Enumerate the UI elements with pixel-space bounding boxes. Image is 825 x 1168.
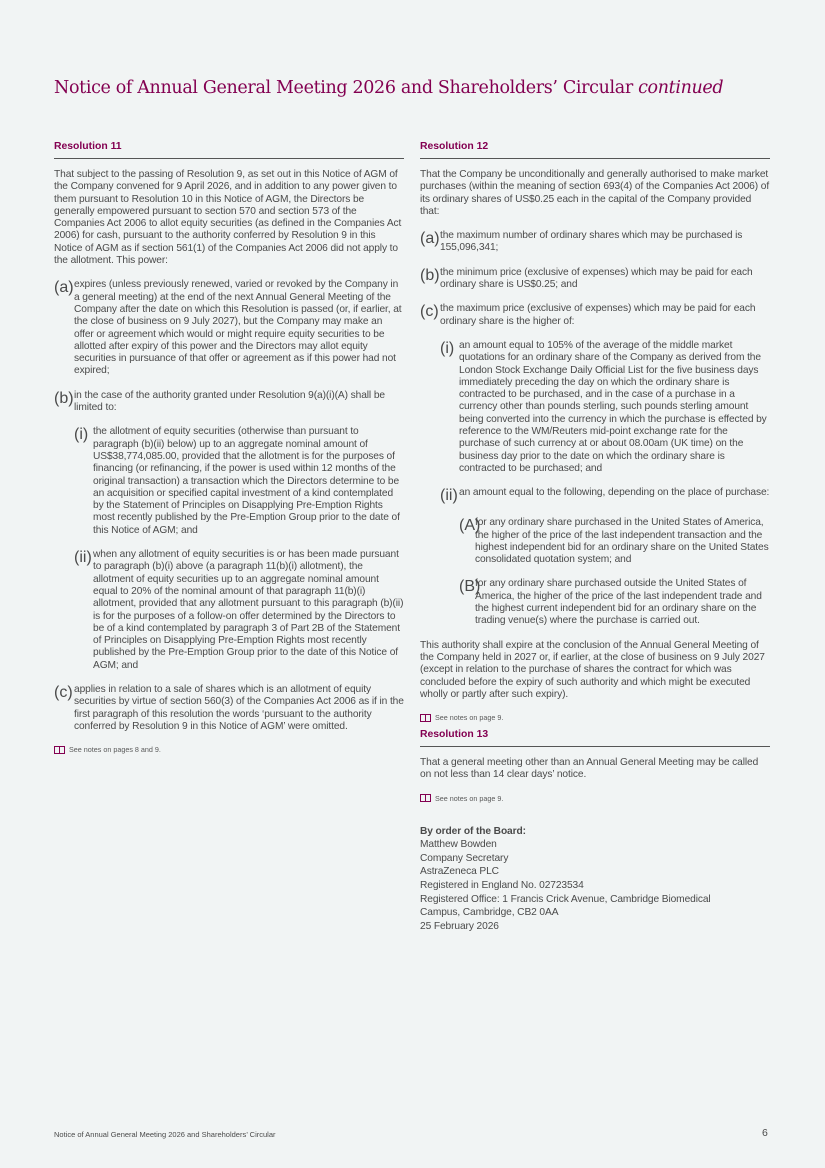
list-item: (c) applies in relation to a sale of shares which is an allotment of equity securities by virtue of section 560(3) of the Companies Act 2006 as if in the first paragraph of this resolution the words ‘pursuant to the authority conferred by Resolution 9 in this Notice of AGM’ were omitted. <box>54 683 404 732</box>
notes-reference: See notes on page 9. <box>420 713 770 722</box>
resolution-11-heading: Resolution 11 <box>54 141 404 159</box>
signoff-date: 25 February 2026 <box>420 920 499 932</box>
list-item: (i) the allotment of equity securities (otherwise than pursuant to paragraph (b)(ii) below) up to an aggregate nominal amount of US$38,774,085.00, provided that the allotment is for the purposes of financing (or refinancing, if the power is used within 12 months of the original transaction) a transaction which the Directors determine to be an acquisition or specified capital investment of a kind contemplated by the Statement of Principles on Disapplying Pre-Emption Rights most recently published by the Pre-Emption Group prior to the date of this Notice of AGM; and <box>74 426 400 536</box>
signoff-heading: By order of the Board: <box>420 825 526 837</box>
list-item: (b) in the case of the authority granted under Resolution 9(a)(i)(A) shall be limited to: <box>54 389 385 414</box>
resolution-11-intro: That subject to the passing of Resolution 9, as set out in this Notice of AGM of the Company convened for 9 April 2026, and in addition to any power given to them pursuant to Resolution 10 in this Notice of AGM, the Directors be generally empowered pursuant to section 570 and section 573 of the Companies Act 2006 to allot equity securities (as defined in the Companies Act 2006) for cash, pursuant to the authority conferred by Resolution 9 in this Notice of AGM as if section 561(1) of the Companies Act 2006 did not apply to the allotment. This power: <box>54 169 402 267</box>
notes-reference: See notes on page 9. <box>420 794 770 803</box>
list-item: (b) the minimum price (exclusive of expenses) which may be paid for each ordinary share is US$0.25; and <box>420 266 753 291</box>
signoff-registered: Registered in England No. 02723534 <box>420 880 584 892</box>
list-item: (ii) an amount equal to the following, depending on the place of purchase: <box>440 487 770 505</box>
list-item: (ii) when any allotment of equity securities is or has been made pursuant to paragraph (b)(i) above (a paragraph 11(b)(i) allotment), the allotment of equity securities up to an aggregate nominal amount equal to 20% of the nominal amount of that paragraph 11(b)(i) allotment, provided that any allotment pursuant to this paragraph (b)(ii) is for the purposes of a follow-on offer determined by the Directors to be of a kind contemplated by paragraph 3 of Part 2B of the Statement of Principles on Disapplying Pre-Emption Rights most recently published by the Pre-Emption Group prior to the date of this Notice of AGM; and <box>74 549 404 671</box>
resolution-12-intro: That the Company be unconditionally and generally authorised to make market purchases (within the meaning of section 693(4) of the Companies Act 2006) of its ordinary shares of US$0.25 each in the capital of the Company provided that: <box>420 169 770 217</box>
resolution-13-heading: Resolution 13 <box>420 729 770 747</box>
list-item: (i) an amount equal to 105% of the average of the middle market quotations for an ordinary share of the Company as derived from the London Stock Exchange Daily Official List for the five business days immediately preceding the day on which the ordinary share is contracted to be purchased, and in the case of a purchase in a currency other than pounds sterling, such pounds sterling amount being converted into the currency in which the purchase is effected by reference to the WM/Reuters mid-point exchange rate for the purchase of such currency at or about 08.00am (UK time) on the business day prior to the date on which the ordinary share is contracted to be purchased; and <box>440 339 767 474</box>
book-icon <box>420 794 431 802</box>
list-item: (a) expires (unless previously renewed, varied or revoked by the Company in a general meeting) at the end of the next Annual General Meeting of the Company after the date on which this Resolution is passed (or, if earlier, at the close of business on 9 July 2027), but the Company may make an offer or agreement which would or might require equity securities to be allotted after expiry of this power and the Directors may allot equity securities in pursuance of that offer or agreement as if this power had not expired; <box>54 279 402 377</box>
list-item: (B) for any ordinary share purchased outside the United States of America, the higher of the price of the last independent trade and the highest current independent bid for an ordinary share on the trading venue(s) where the purchase is carried out. <box>459 578 762 627</box>
book-icon <box>54 746 65 754</box>
page-number: 6 <box>762 1127 768 1139</box>
book-icon <box>420 714 431 722</box>
left-column <box>54 141 404 761</box>
list-item: (c) the maximum price (exclusive of expenses) which may be paid for each ordinary share is the higher of: <box>420 303 756 327</box>
signoff-name: Matthew Bowden <box>420 839 497 851</box>
resolution-13-text: That a general meeting other than an Annual General Meeting may be called on not less than 14 clear days’ notice. <box>420 757 759 781</box>
title-suffix: continued <box>638 78 724 98</box>
resolution-12-heading: Resolution 12 <box>420 141 770 159</box>
notes-reference: See notes on pages 8 and 9. <box>54 745 404 754</box>
list-item: (A) for any ordinary share purchased in the United States of America, the higher of the price of the last independent transaction and the highest independent bid for an ordinary share on the United States consolidated quotation system; and <box>459 517 769 566</box>
list-item: (a) the maximum number of ordinary shares which may be purchased is 155,096,341; <box>420 230 743 254</box>
signoff-office-line2: Campus, Cambridge, CB2 0AA <box>420 907 559 919</box>
footer-text: Notice of Annual General Meeting 2026 and Shareholders’ Circular <box>54 1130 276 1139</box>
resolution-12-closing: This authority shall expire at the conclusion of the Annual General Meeting of the Company held in 2027 or, if earlier, at the close of business on 9 July 2027 (except in relation to the purchase of shares the contract for which was concluded before the expiry of such authority and which might be executed wholly or partly after such expiry). <box>420 639 765 700</box>
page-title: Notice of Annual General Meeting 2026 and Shareholders’ Circular continued <box>54 78 724 98</box>
signoff-role: Company Secretary <box>420 852 509 864</box>
signoff-company: AstraZeneca PLC <box>420 866 499 878</box>
signoff-office-line1: Registered Office: 1 Francis Crick Avenue, Cambridge Biomedical <box>420 893 711 905</box>
right-column <box>420 141 770 933</box>
signoff-block <box>420 825 770 934</box>
